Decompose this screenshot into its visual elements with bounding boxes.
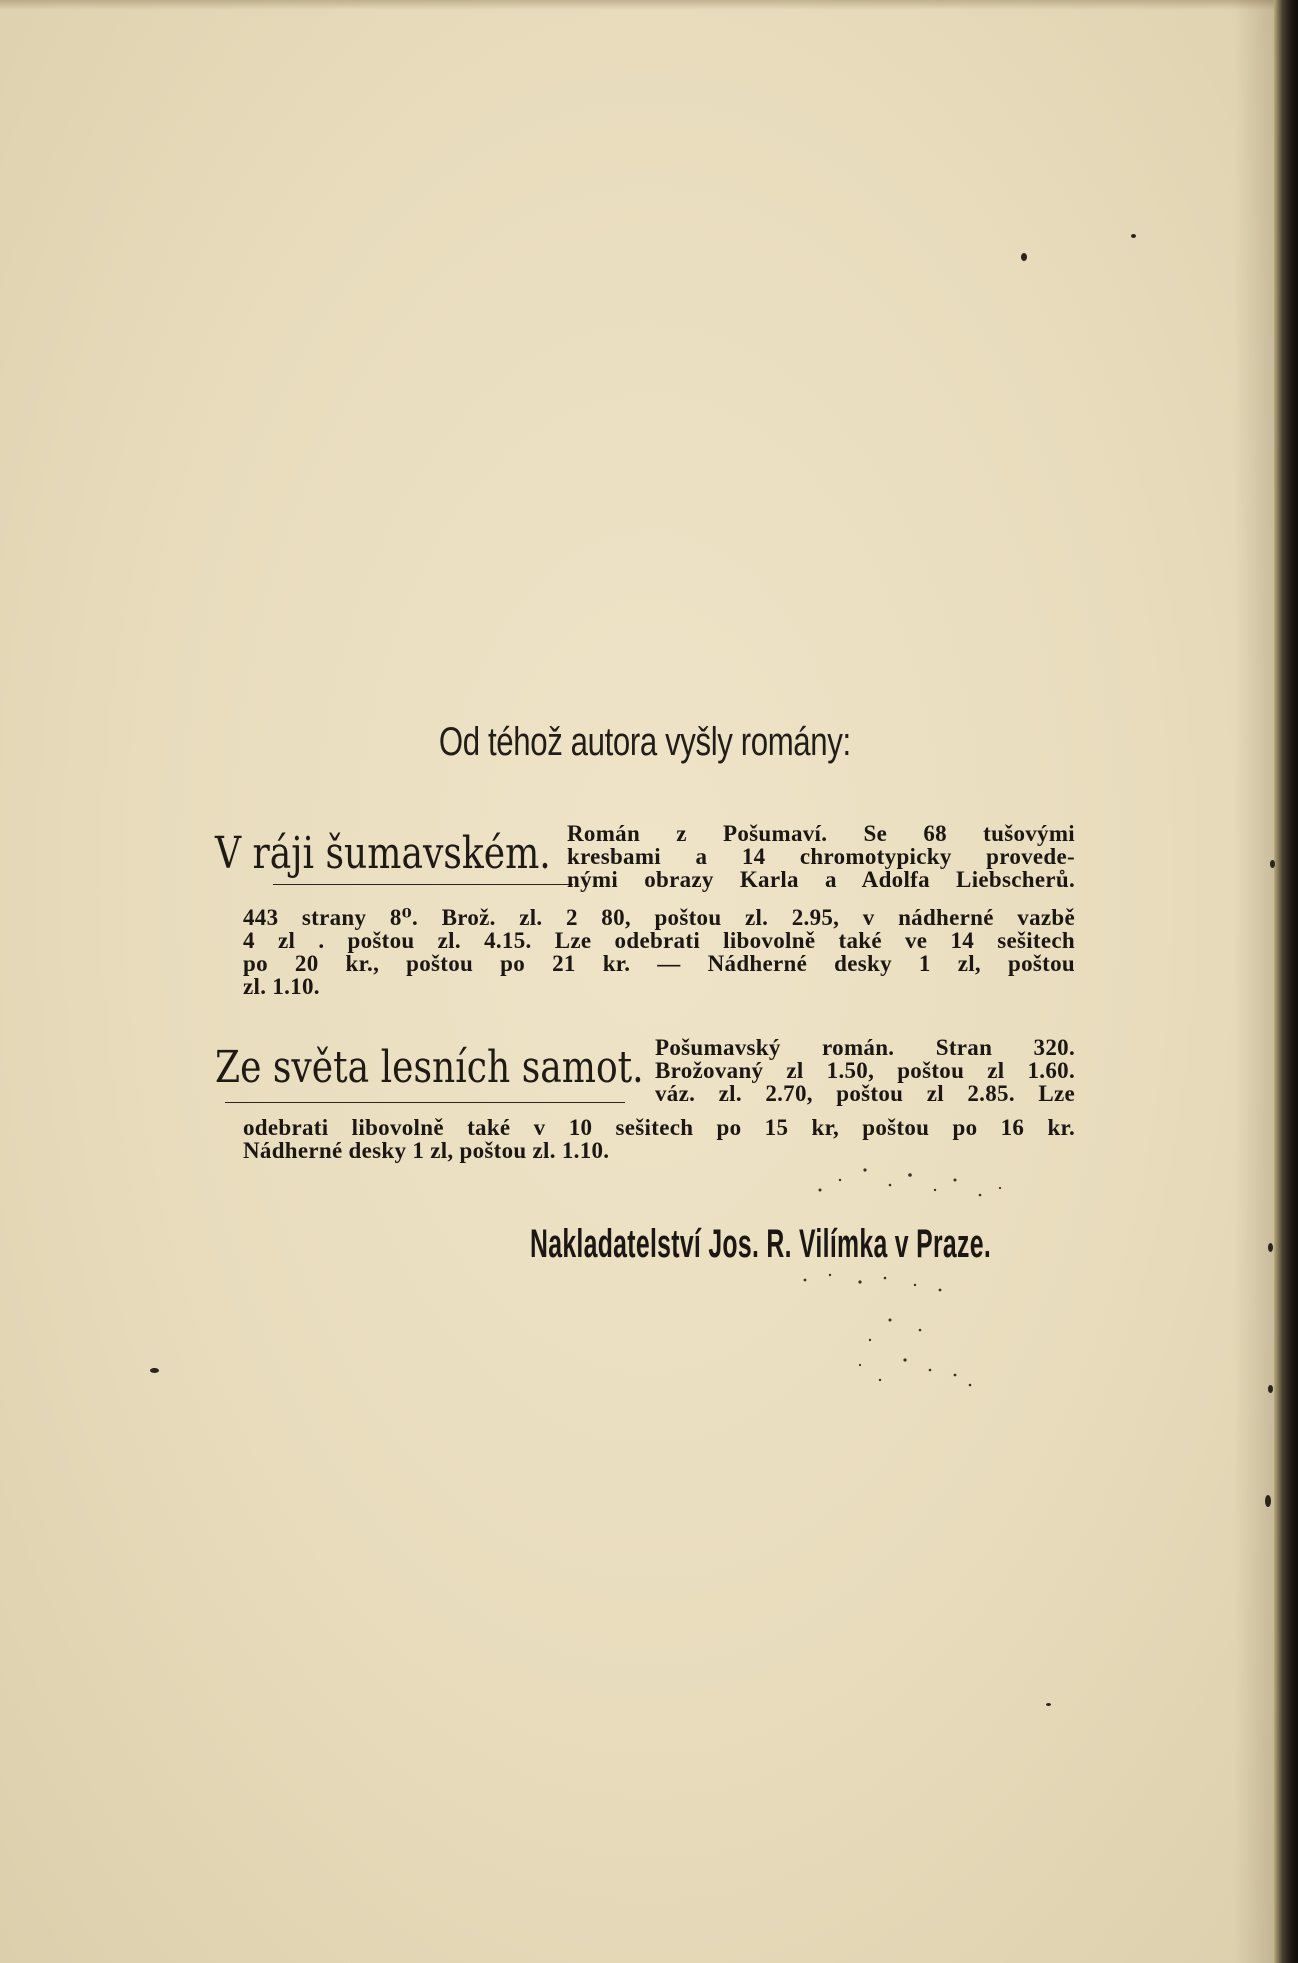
entry-side-text (567, 822, 1075, 891)
body-line: zl. 1.10. (243, 974, 320, 999)
publisher-imprint: Nakladatelství Jos. R. Vilímka v Praze. (530, 1222, 992, 1266)
body-line: 4 zl . poštou zl. 4.15. Lze odebrati libovolně také ve 14 sešitech (243, 928, 1075, 953)
foxing-speck (1270, 860, 1275, 868)
binding-shadow (1234, 0, 1274, 1963)
side-line: váz. zl. 2.70, poštou zl 2.85. Lze (655, 1081, 1075, 1106)
ink-smudge-dots (770, 1150, 1070, 1410)
body-line: 443 strany 8⁰. Brož. zl. 2 80, poštou zl. 2.95, v nádherné vazbě (243, 905, 1075, 930)
entry-title: Ze světa lesních samot. (215, 1042, 644, 1093)
foxing-speck (1268, 1385, 1273, 1393)
body-line: odebrati libovolně také v 10 sešitech po 15 kr, poštou po 16 kr. (243, 1115, 1075, 1140)
page-top-edge (0, 0, 1298, 10)
foxing-speck (1268, 1243, 1273, 1252)
foxing-speck (1021, 253, 1027, 261)
side-line: Román z Pošumaví. Se 68 tušovými (567, 821, 1075, 846)
side-line: Pošumavský román. Stran 320. (655, 1035, 1075, 1060)
book-entry-1 (215, 818, 1075, 1018)
page-heading: Od téhož autora vyšly romány: (438, 720, 851, 764)
body-line: Nádherné desky 1 zl, poštou zl. 1.10. (243, 1138, 610, 1163)
title-underline (273, 884, 573, 885)
foxing-speck (1046, 1703, 1051, 1706)
title-underline (225, 1102, 625, 1103)
body-line: po 20 kr., poštou po 21 kr. — Nádherné desky 1 zl, poštou (243, 951, 1075, 976)
foxing-speck (1131, 234, 1136, 238)
entry-title: V ráji šumavském. (215, 828, 551, 879)
foxing-speck (1265, 1495, 1271, 1507)
side-line: Brožovaný zl 1.50, poštou zl 1.60. (655, 1058, 1075, 1083)
entry-side-text (655, 1036, 1075, 1105)
side-line: nými obrazy Karla a Adolfa Liebscherů. (567, 867, 1075, 892)
foxing-speck (150, 1368, 159, 1373)
side-line: kresbami a 14 chromotypicky provede- (567, 844, 1075, 869)
book-binding-edge (1274, 0, 1298, 1963)
entry-body-text (243, 906, 1075, 998)
